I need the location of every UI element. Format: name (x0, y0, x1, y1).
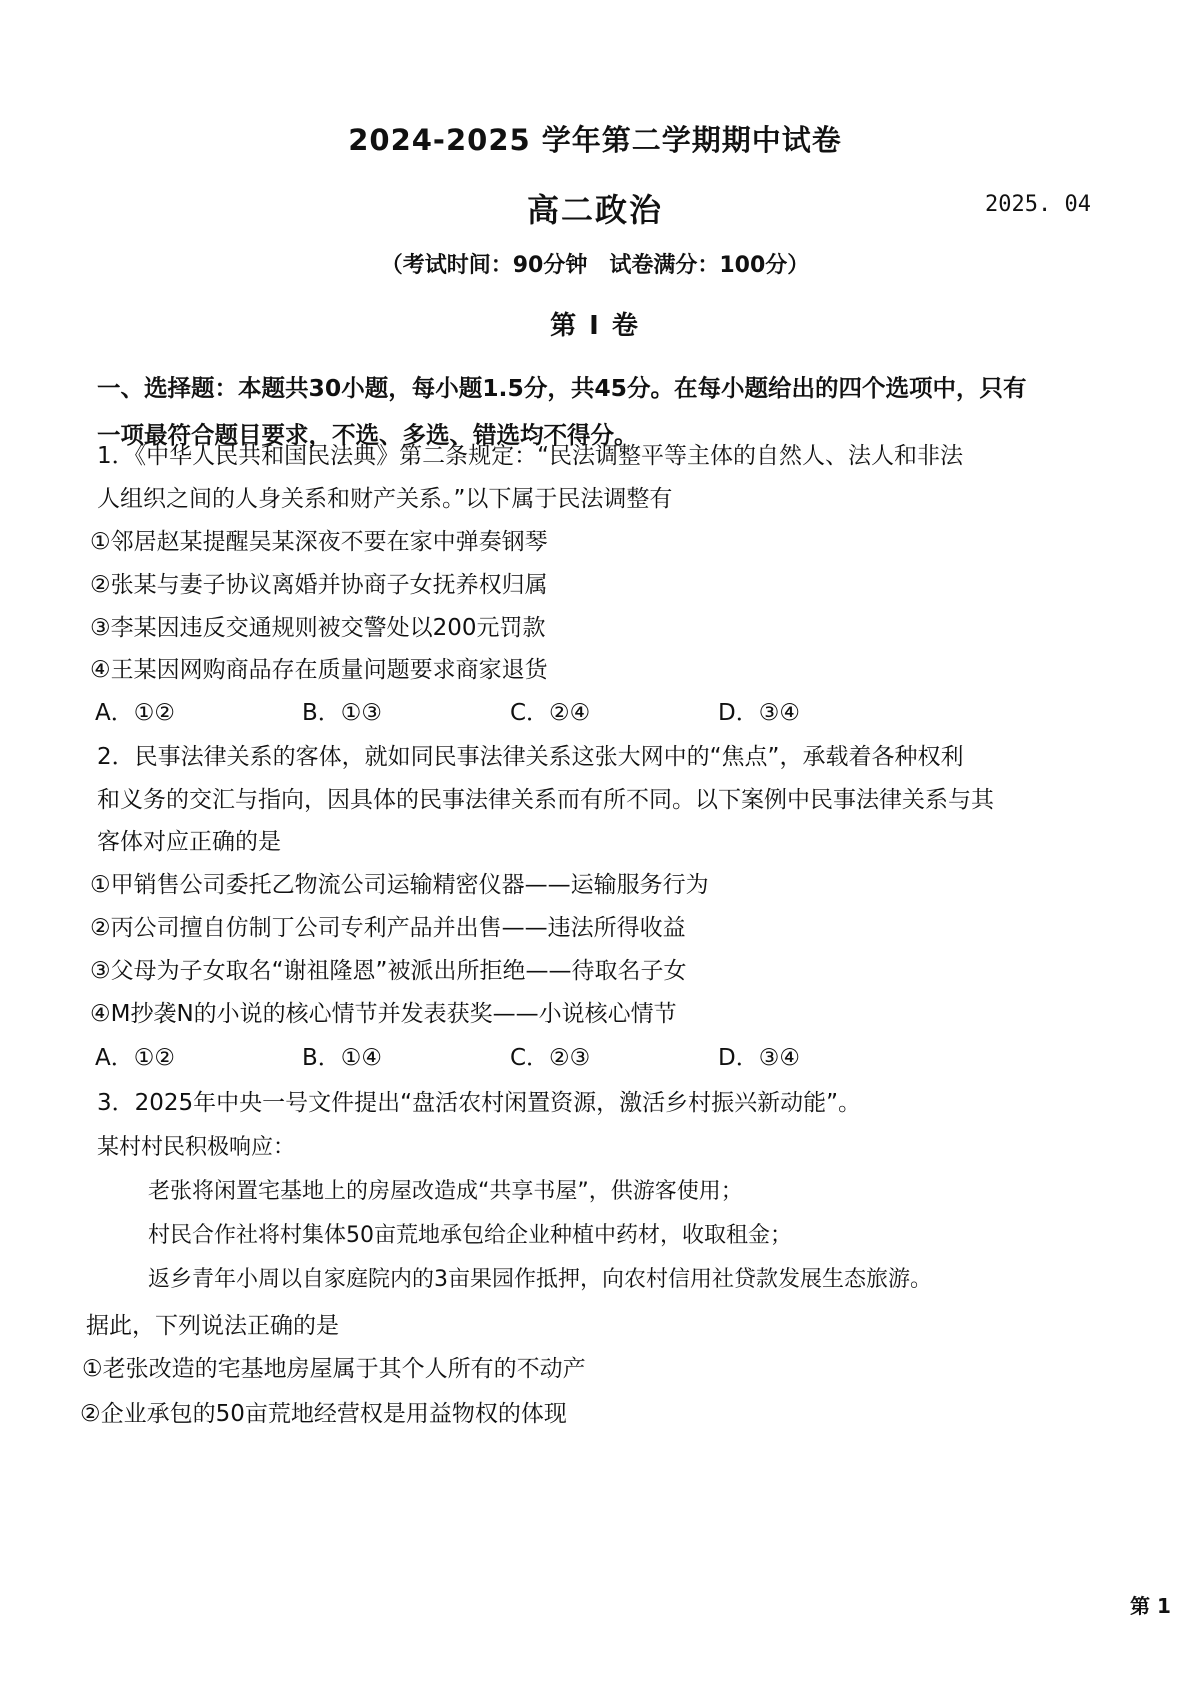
section-heading-line: 一项最符合题目要求，不选、多选、错选均不得分。 (97, 421, 638, 449)
question-1-choices (95, 698, 995, 728)
question-1-stem: 人组织之间的人身关系和财产关系。”以下属于民法调整有 (97, 486, 673, 512)
question-3-option: ②企业承包的50亩荒地经营权是用益物权的体现 (80, 1401, 567, 1427)
choice-c: C．②③ (510, 1045, 591, 1071)
question-1-option: ①邻居赵某提醒吴某深夜不要在家中弹奏钢琴 (90, 529, 548, 555)
question-2-choices (95, 1043, 995, 1073)
question-3-case: 老张将闲置宅基地上的房屋改造成“共享书屋”，供游客使用； (148, 1179, 743, 1204)
exam-subject: 高二政治 (526, 191, 663, 229)
question-1-option: ④王某因网购商品存在质量问题要求商家退货 (90, 657, 548, 683)
question-2-option: ②丙公司擅自仿制丁公司专利产品并出售——违法所得收益 (90, 915, 686, 941)
question-3-stem: 3．2025年中央一号文件提出“盘活农村闲置资源，激活乡村振兴新动能”。 (97, 1090, 861, 1116)
choice-c: C．②④ (510, 700, 591, 726)
exam-title: 2024-2025 学年第二学期期中试卷 (348, 123, 842, 157)
choice-d: D．③④ (718, 700, 800, 726)
choice-d: D．③④ (718, 1045, 800, 1071)
question-2-option: ③父母为子女取名“谢祖隆恩”被派出所拒绝——待取名子女 (90, 958, 687, 984)
question-3-option: ①老张改造的宅基地房屋属于其个人所有的不动产 (82, 1356, 586, 1382)
question-3-case: 返乡青年小周以自家庭院内的3亩果园作抵押，向农村信用社贷款发展生态旅游。 (148, 1267, 932, 1292)
question-3-case: 村民合作社将村集体50亩荒地承包给企业种植中药材，收取租金； (148, 1223, 792, 1248)
question-2-stem: 和义务的交汇与指向，因具体的民事法律关系而有所不同。以下案例中民事法律关系与其 (97, 787, 994, 813)
question-2-option: ①甲销售公司委托乙物流公司运输精密仪器——运输服务行为 (90, 872, 709, 898)
question-2-option: ④M抄袭N的小说的核心情节并发表获奖——小说核心情节 (90, 1001, 677, 1027)
exam-date: 2025. 04 (985, 192, 1091, 217)
section-heading-line: 一、选择题：本题共30小题，每小题1.5分，共45分。在每小题给出的四个选项中，只有 (97, 374, 1027, 402)
choice-b: B．①③ (302, 700, 383, 726)
volume-heading: 第 I 卷 (550, 311, 640, 341)
question-3-stem: 某村村民积极响应： (97, 1135, 296, 1160)
question-1-option: ③李某因违反交通规则被交警处以200元罚款 (90, 615, 546, 641)
exam-info: （考试时间：90分钟 试卷满分：100分） (380, 253, 810, 278)
page-number: 第 1 (1130, 1594, 1171, 1618)
choice-a: A．①② (95, 700, 175, 726)
question-3-prompt: 据此，下列说法正确的是 (86, 1313, 339, 1339)
choice-a: A．①② (95, 1045, 175, 1071)
choice-b: B．①④ (302, 1045, 383, 1071)
question-1-stem: 1．《中华人民共和国民法典》第二条规定：“民法调整平等主体的自然人、法人和非法 (97, 443, 964, 469)
question-2-stem: 客体对应正确的是 (97, 829, 281, 855)
question-1-option: ②张某与妻子协议离婚并协商子女抚养权归属 (90, 572, 548, 598)
question-2-stem: 2．民事法律关系的客体，就如同民事法律关系这张大网中的“焦点”，承载着各种权利 (97, 744, 964, 770)
